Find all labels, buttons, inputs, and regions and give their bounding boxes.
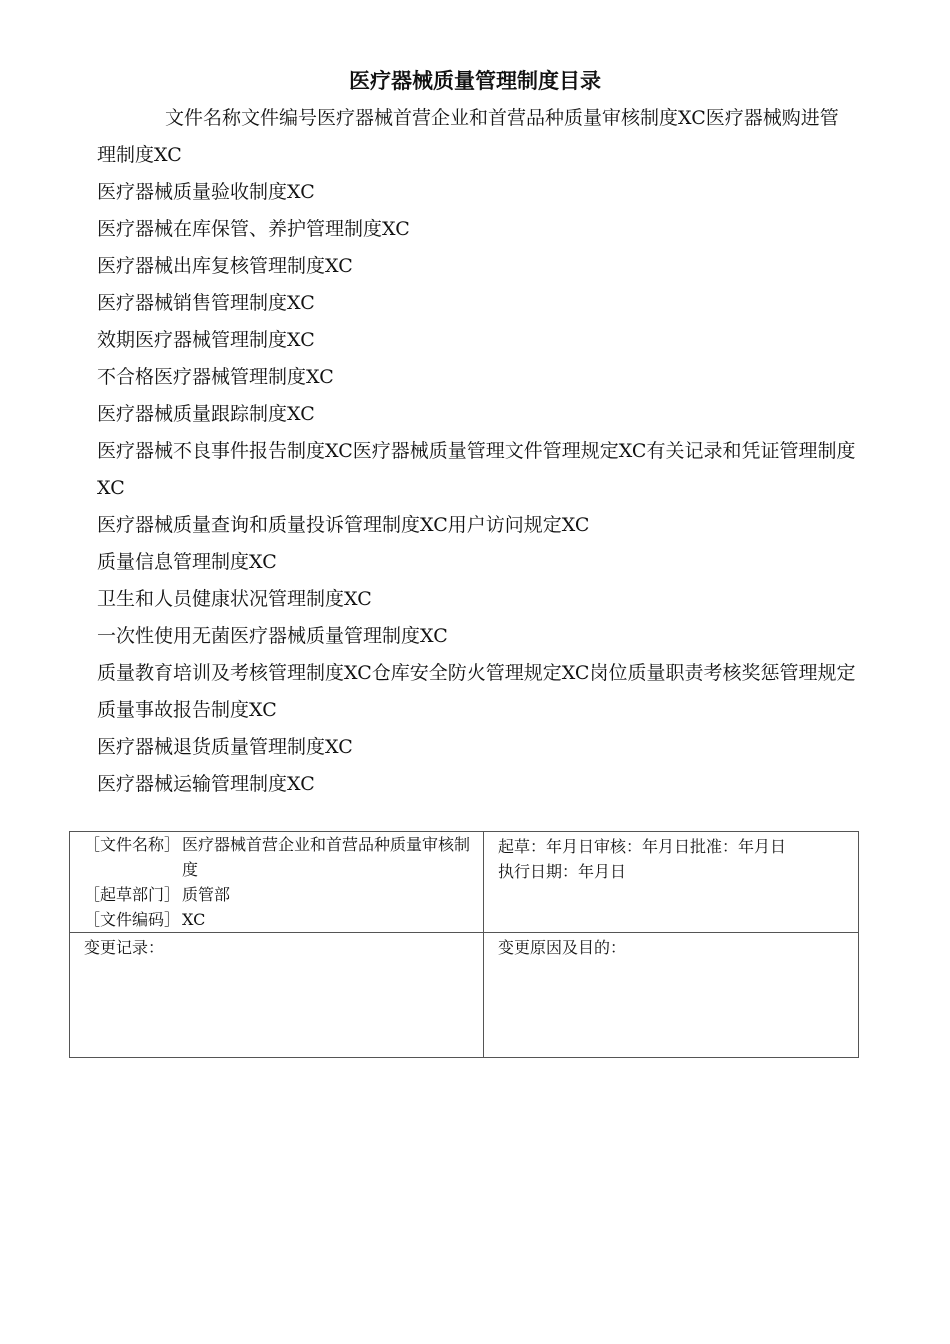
file-code-value: XC xyxy=(182,910,206,929)
toc-paragraph: 医疗器械质量跟踪制度XC xyxy=(97,403,315,425)
effective-date: 执行日期：年月日 xyxy=(498,862,627,881)
toc-paragraph: 医疗器械出库复核管理制度XC xyxy=(97,255,353,277)
change-record-cell xyxy=(70,933,484,1058)
drafting-dept-label: ［起草部门］ xyxy=(84,885,181,904)
toc-paragraph: 医疗器械销售管理制度XC xyxy=(97,292,315,314)
file-code-label: ［文件编码］ xyxy=(84,910,181,929)
file-code-row xyxy=(70,907,483,932)
document-control-table xyxy=(69,831,859,1058)
file-name-row xyxy=(70,832,483,882)
toc-paragraph: 文件名称文件编号医疗器械首营企业和首营品种质量审核制度XC医疗器械购进管理制度XC xyxy=(97,107,839,166)
file-name-label: ［文件名称］ xyxy=(84,835,181,854)
document-title: 医疗器械质量管理制度目录 xyxy=(349,69,601,93)
toc-paragraph: 医疗器械运输管理制度XC xyxy=(97,773,315,795)
toc-paragraph: 医疗器械退货质量管理制度XC xyxy=(97,736,353,758)
drafting-dept-value: 质管部 xyxy=(182,885,231,904)
file-info-cell xyxy=(70,832,484,933)
toc-list xyxy=(97,100,857,803)
toc-paragraph: 医疗器械在库保管、养护管理制度XC xyxy=(97,218,410,240)
toc-paragraph: 效期医疗器械管理制度XC xyxy=(97,329,315,351)
toc-paragraph: 医疗器械质量查询和质量投诉管理制度XC用户访问规定XC xyxy=(97,514,590,536)
approval-dates: 起草：年月日审核：年月日批准：年月日 xyxy=(498,837,787,856)
change-reason-cell xyxy=(484,933,859,1058)
toc-paragraph: 医疗器械质量验收制度XC xyxy=(97,181,315,203)
approval-cell xyxy=(484,832,859,933)
drafting-dept-row xyxy=(70,882,483,907)
change-reason-label: 变更原因及目的： xyxy=(498,938,627,957)
toc-paragraph: 医疗器械不良事件报告制度XC医疗器械质量管理文件管理规定XC有关记录和凭证管理制度XC xyxy=(97,440,856,499)
change-record-label: 变更记录： xyxy=(84,938,165,957)
toc-paragraph: 质量信息管理制度XC xyxy=(97,551,277,573)
toc-paragraph: 一次性使用无菌医疗器械质量管理制度XC xyxy=(97,625,448,647)
file-name-value: 医疗器械首营企业和首营品种质量审核制度 xyxy=(182,835,471,879)
toc-paragraph: 质量教育培训及考核管理制度XC仓库安全防火管理规定XC岗位质量职责考核奖惩管理规定质量事故报告制度XC xyxy=(97,662,856,721)
toc-paragraph: 不合格医疗器械管理制度XC xyxy=(97,366,334,388)
toc-paragraph: 卫生和人员健康状况管理制度XC xyxy=(97,588,372,610)
